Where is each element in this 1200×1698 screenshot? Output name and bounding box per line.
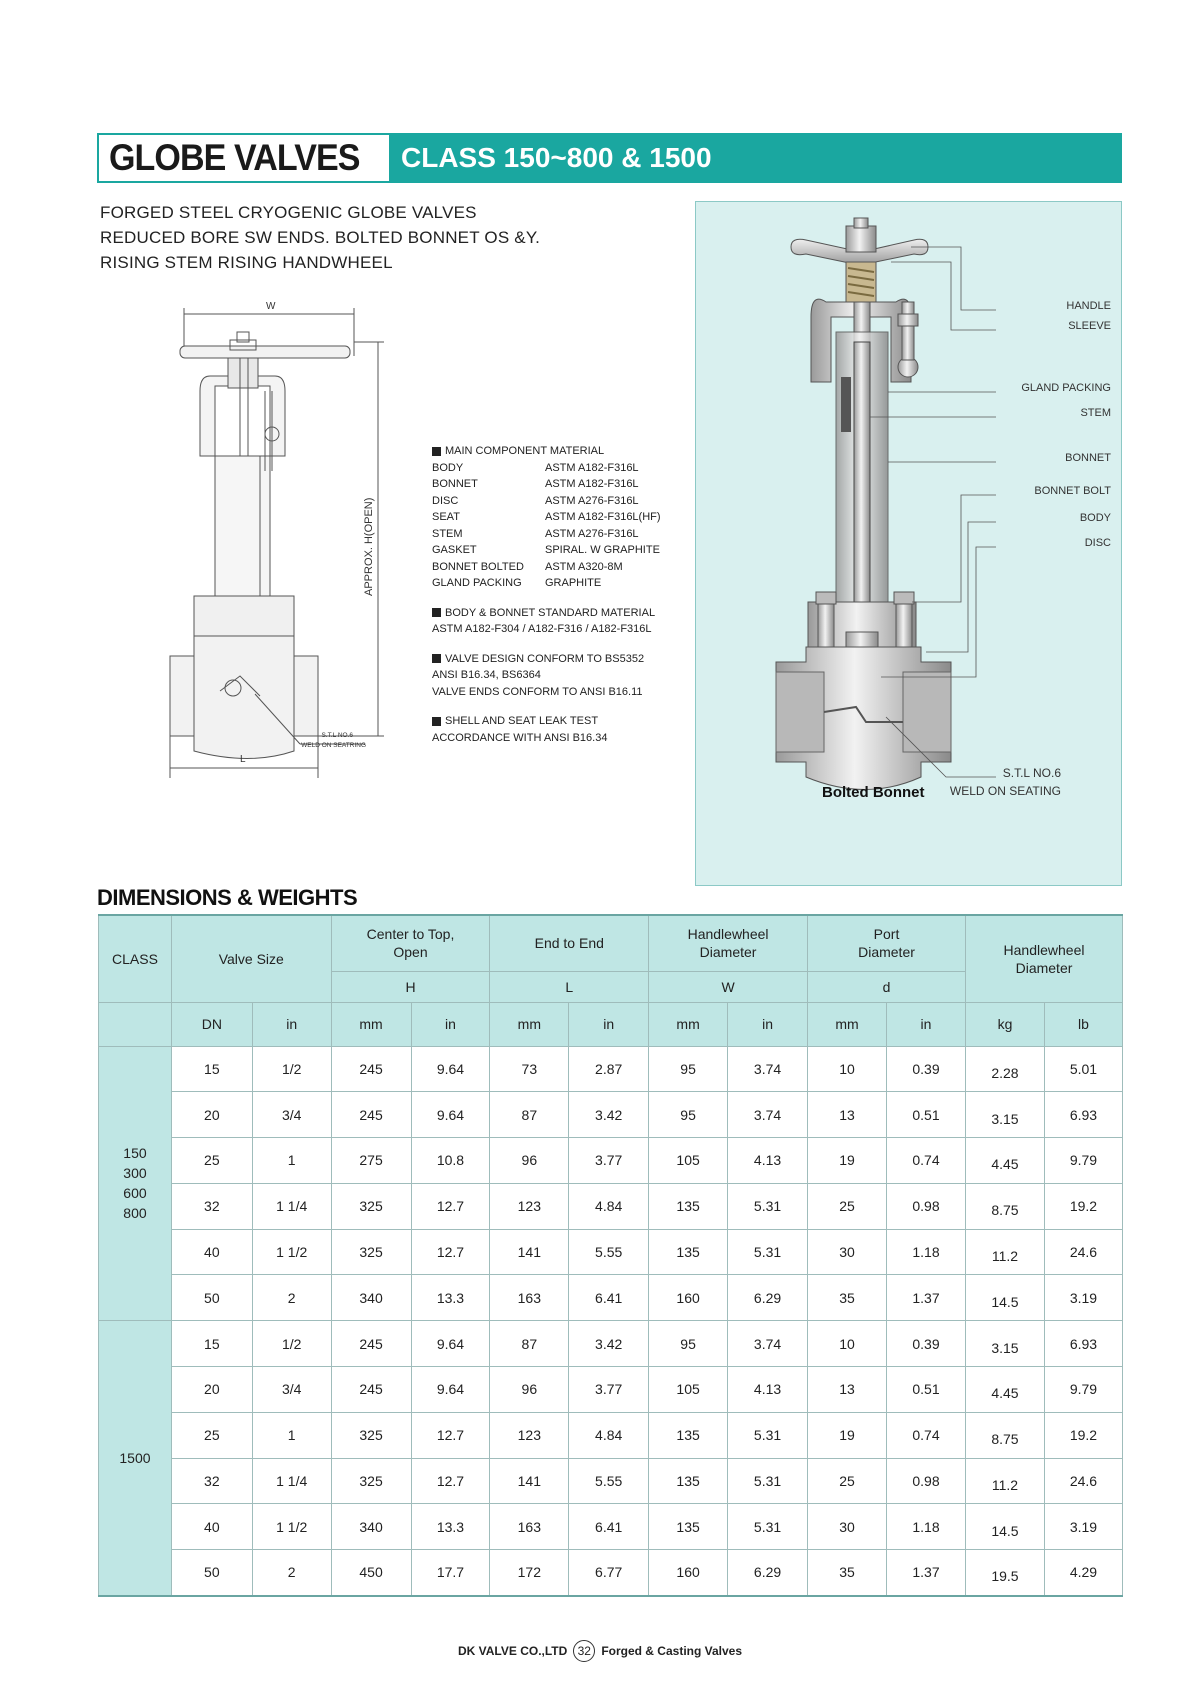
header-unit: in (252, 1002, 331, 1046)
table-cell: 73 (490, 1046, 569, 1092)
header-symbol-h: H (331, 971, 490, 1002)
table-cell: 9.64 (411, 1321, 490, 1367)
table-cell: 12.7 (411, 1412, 490, 1458)
ends-standard: VALVE ENDS CONFORM TO ANSI B16.11 (432, 685, 643, 698)
table-cell: 14.5 (965, 1504, 1044, 1550)
table-cell: 6.29 (728, 1550, 808, 1596)
table-cell: 135 (649, 1183, 728, 1229)
table-cell: 163 (490, 1504, 569, 1550)
bullet-square-icon (432, 654, 441, 663)
table-cell: 32 (171, 1458, 252, 1504)
callout-bonnet-bolt: BONNET BOLT (1034, 485, 1111, 497)
table-row (99, 1183, 1123, 1229)
header-valve-size: Valve Size (171, 915, 331, 1002)
table-cell: 4.13 (728, 1138, 808, 1184)
main-material-title: MAIN COMPONENT MATERIAL (445, 445, 605, 457)
table-row (99, 1046, 1123, 1092)
header-unit: lb (1044, 1002, 1122, 1046)
design-standard: ANSI B16.34, BS6364 (432, 669, 541, 681)
table-cell: 10.8 (411, 1138, 490, 1184)
header-unit-blank (99, 1002, 172, 1046)
table-cell: 5.31 (728, 1458, 808, 1504)
material-row (432, 493, 702, 510)
table-row (99, 1092, 1123, 1138)
table-cell: 9.64 (411, 1367, 490, 1413)
table-cell: 25 (171, 1138, 252, 1184)
table-cell: 275 (331, 1138, 411, 1184)
callout-bonnet: BONNET (1065, 452, 1111, 464)
part-material: ASTM A276-F316L (545, 527, 639, 540)
table-cell: 87 (490, 1321, 569, 1367)
header-symbol-l: L (490, 971, 649, 1002)
table-cell: 25 (808, 1458, 887, 1504)
table-cell: 3.42 (569, 1092, 649, 1138)
table-cell: 9.79 (1044, 1138, 1122, 1184)
header-handwheel-diameter: Handlewheel Diameter (649, 915, 808, 971)
table-cell: 15 (171, 1321, 252, 1367)
table-cell: 0.98 (887, 1458, 966, 1504)
table-cell: 3.77 (569, 1138, 649, 1184)
table-cell: 9.64 (411, 1046, 490, 1092)
table-cell: 4.84 (569, 1183, 649, 1229)
part-material: GRAPHITE (545, 577, 602, 589)
part-material: ASTM A182-F316L(HF) (545, 511, 661, 523)
table-cell: 1 1/2 (252, 1504, 331, 1550)
table-cell: 0.39 (887, 1321, 966, 1367)
material-row (432, 476, 702, 493)
table-row (99, 1504, 1123, 1550)
table-cell: 141 (490, 1458, 569, 1504)
table-cell: 325 (331, 1458, 411, 1504)
table-cell: 13.3 (411, 1275, 490, 1321)
title-box (99, 135, 389, 181)
table-cell: 6.93 (1044, 1092, 1122, 1138)
table-cell: 3.74 (728, 1321, 808, 1367)
class-cell (99, 1321, 172, 1596)
header-unit: mm (490, 1002, 569, 1046)
table-cell: 3.15 (965, 1092, 1044, 1138)
table-cell: 95 (649, 1092, 728, 1138)
page-footer (0, 1640, 1200, 1662)
table-cell: 3.74 (728, 1046, 808, 1092)
intro-line: REDUCED BORE SW ENDS. BOLTED BONNET OS &Y. (100, 228, 541, 247)
table-cell: 123 (490, 1183, 569, 1229)
table-row (99, 1229, 1123, 1275)
table-cell: 40 (171, 1504, 252, 1550)
header-symbol-w: W (649, 971, 808, 1002)
table-cell: 3.74 (728, 1092, 808, 1138)
table-cell: 245 (331, 1321, 411, 1367)
table-cell: 160 (649, 1550, 728, 1596)
table-cell: 123 (490, 1412, 569, 1458)
table-cell: 4.45 (965, 1138, 1044, 1184)
material-row (432, 542, 702, 559)
table-cell: 135 (649, 1412, 728, 1458)
table-cell: 2 (252, 1550, 331, 1596)
table-cell: 5.31 (728, 1229, 808, 1275)
table-cell: 245 (331, 1046, 411, 1092)
part-name: GASKET (432, 544, 477, 556)
table-cell: 13.3 (411, 1504, 490, 1550)
class-value: 150 (123, 1145, 147, 1162)
table-cell: 30 (808, 1504, 887, 1550)
part-name: BONNET BOLTED (432, 560, 524, 573)
header-unit: kg (965, 1002, 1044, 1046)
table-cell: 30 (808, 1229, 887, 1275)
table-cell: 95 (649, 1046, 728, 1092)
table-cell: 6.41 (569, 1504, 649, 1550)
table-cell: 96 (490, 1367, 569, 1413)
material-row (432, 526, 702, 543)
class-value: 300 (123, 1165, 147, 1182)
table-cell: 4.13 (728, 1367, 808, 1413)
callout-stl-note: S.T.L NO.6 (1002, 766, 1061, 780)
table-cell: 1.37 (887, 1550, 966, 1596)
class-value: 800 (123, 1205, 147, 1222)
table-cell: 4.45 (965, 1367, 1044, 1413)
table-cell: 96 (490, 1138, 569, 1184)
table-cell: 0.98 (887, 1183, 966, 1229)
table-cell: 6.29 (728, 1275, 808, 1321)
table-cell: 1.18 (887, 1504, 966, 1550)
part-name: BONNET (432, 478, 478, 490)
page-title: GLOBE VALVES (109, 137, 360, 178)
table-cell: 135 (649, 1504, 728, 1550)
table-cell: 172 (490, 1550, 569, 1596)
table-cell: 8.75 (965, 1183, 1044, 1229)
table-row (99, 1321, 1123, 1367)
table-cell: 95 (649, 1321, 728, 1367)
material-row (432, 559, 702, 576)
header-unit: DN (171, 1002, 252, 1046)
intro-line: RISING STEM RISING HANDWHEEL (100, 253, 393, 272)
dimensions-heading: DIMENSIONS & WEIGHTS (97, 885, 358, 910)
header-port-diameter: Port Diameter (808, 915, 966, 971)
footer-tagline: Forged & Casting Valves (601, 1644, 743, 1658)
material-specs (432, 443, 702, 746)
callout-handle: HANDLE (1066, 300, 1111, 312)
part-name: BODY (432, 461, 464, 474)
spec-section-title (432, 605, 702, 622)
table-cell: 5.31 (728, 1183, 808, 1229)
table-cell: 17.7 (411, 1550, 490, 1596)
header-banner (97, 133, 1122, 183)
callout-sleeve: SLEEVE (1068, 320, 1111, 332)
header-end-to-end: End to End (490, 915, 649, 971)
header-unit: mm (649, 1002, 728, 1046)
table-cell: 1/2 (252, 1046, 331, 1092)
table-cell: 13 (808, 1367, 887, 1413)
valve-technical-drawing (160, 296, 420, 856)
header-symbol-d: d (808, 971, 966, 1002)
spec-section-title (432, 713, 702, 730)
table-cell: 10 (808, 1321, 887, 1367)
table-cell: 19.2 (1044, 1183, 1122, 1229)
table-cell: 3.77 (569, 1367, 649, 1413)
table-cell: 3.42 (569, 1321, 649, 1367)
table-cell: 25 (808, 1183, 887, 1229)
table-cell: 12.7 (411, 1183, 490, 1229)
table-cell: 325 (331, 1229, 411, 1275)
table-cell: 3.19 (1044, 1504, 1122, 1550)
table-cell: 10 (808, 1046, 887, 1092)
table-cell: 245 (331, 1367, 411, 1413)
header-unit: in (569, 1002, 649, 1046)
table-cell: 105 (649, 1138, 728, 1184)
table-cell: 13 (808, 1092, 887, 1138)
intro-line: FORGED STEEL CRYOGENIC GLOBE VALVES (100, 203, 477, 222)
table-cell: 2.87 (569, 1046, 649, 1092)
table-cell: 340 (331, 1275, 411, 1321)
table-cell: 50 (171, 1275, 252, 1321)
bullet-square-icon (432, 608, 441, 617)
part-material: SPIRAL. W GRAPHITE (545, 544, 660, 556)
table-cell: 6.77 (569, 1550, 649, 1596)
table-cell: 4.84 (569, 1412, 649, 1458)
body-material-title: BODY & BONNET STANDARD MATERIAL (445, 606, 656, 619)
valve-outline-drawing (160, 296, 420, 856)
spec-section-title (432, 443, 702, 460)
table-cell: 1 1/4 (252, 1183, 331, 1229)
table-cell: 32 (171, 1183, 252, 1229)
part-material: ASTM A182-F316L (545, 478, 639, 490)
header-unit: in (887, 1002, 966, 1046)
spec-section-title (432, 651, 702, 668)
table-cell: 87 (490, 1092, 569, 1138)
bullet-square-icon (432, 717, 441, 726)
material-row (432, 575, 702, 592)
table-cell: 11.2 (965, 1458, 1044, 1504)
table-cell: 3/4 (252, 1367, 331, 1413)
table-cell: 8.75 (965, 1412, 1044, 1458)
table-cell: 14.5 (965, 1275, 1044, 1321)
table-cell: 163 (490, 1275, 569, 1321)
table-cell: 25 (171, 1412, 252, 1458)
callout-weld-note: WELD ON SEATING (949, 784, 1061, 798)
table-cell: 1.37 (887, 1275, 966, 1321)
table-cell: 0.39 (887, 1046, 966, 1092)
part-name: STEM (432, 527, 463, 540)
table-cell: 1 1/4 (252, 1458, 331, 1504)
table-cell: 5.55 (569, 1458, 649, 1504)
h-dimension-label: APPROX. H(OPEN) (363, 497, 375, 596)
table-cell: 3.15 (965, 1321, 1044, 1367)
header-class: CLASS (99, 915, 172, 1002)
body-material-text: ASTM A182-F304 / A182-F316 / A182-F316L (432, 623, 652, 635)
l-dimension-label: L (240, 754, 246, 765)
intro-text (100, 200, 540, 275)
table-row (99, 1275, 1123, 1321)
table-cell: 40 (171, 1229, 252, 1275)
table-cell: 135 (649, 1458, 728, 1504)
illustration-caption: Bolted Bonnet (822, 784, 925, 801)
table-cell: 5.55 (569, 1229, 649, 1275)
table-cell: 24.6 (1044, 1458, 1122, 1504)
stl-note: S.T.L NO.6 (321, 732, 353, 739)
table-cell: 325 (331, 1412, 411, 1458)
table-cell: 325 (331, 1183, 411, 1229)
weld-note: WELD ON SEATRING (301, 742, 366, 749)
table-cell: 9.64 (411, 1092, 490, 1138)
table-row (99, 1458, 1123, 1504)
page-subtitle: CLASS 150~800 & 1500 (401, 142, 712, 173)
table-cell: 2 (252, 1275, 331, 1321)
header-unit: in (411, 1002, 490, 1046)
part-material: ASTM A320-8M (545, 560, 623, 573)
table-cell: 11.2 (965, 1229, 1044, 1275)
header-weight: Handlewheel Diameter (965, 915, 1122, 1002)
table-cell: 1 (252, 1412, 331, 1458)
header-center-to-top: Center to Top, Open (331, 915, 490, 971)
table-cell: 3/4 (252, 1092, 331, 1138)
table-cell: 0.51 (887, 1367, 966, 1413)
part-name: SEAT (432, 511, 460, 523)
table-cell: 160 (649, 1275, 728, 1321)
table-row (99, 1550, 1123, 1596)
table-cell: 12.7 (411, 1229, 490, 1275)
table-cell: 20 (171, 1367, 252, 1413)
table-cell: 50 (171, 1550, 252, 1596)
table-cell: 340 (331, 1504, 411, 1550)
header-unit: mm (331, 1002, 411, 1046)
table-cell: 141 (490, 1229, 569, 1275)
table-cell: 105 (649, 1367, 728, 1413)
header-unit: in (728, 1002, 808, 1046)
dimensions-table (98, 914, 1123, 1597)
test-title: SHELL AND SEAT LEAK TEST (445, 715, 599, 727)
table-cell: 35 (808, 1550, 887, 1596)
material-row (432, 509, 702, 526)
header-unit: mm (808, 1002, 887, 1046)
table-row (99, 1367, 1123, 1413)
table-cell: 1 1/2 (252, 1229, 331, 1275)
table-cell: 4.29 (1044, 1550, 1122, 1596)
class-value: 1500 (119, 1449, 151, 1466)
test-standard: ACCORDANCE WITH ANSI B16.34 (432, 731, 608, 744)
w-dimension-label: W (266, 301, 276, 312)
page-number: 32 (573, 1640, 595, 1662)
class-cell (99, 1046, 172, 1321)
table-cell: 6.41 (569, 1275, 649, 1321)
table-cell: 19 (808, 1138, 887, 1184)
footer-company: DK VALVE CO.,LTD (457, 1644, 568, 1658)
table-cell: 245 (331, 1092, 411, 1138)
table-cell: 5.31 (728, 1412, 808, 1458)
table-cell: 35 (808, 1275, 887, 1321)
table-cell: 1/2 (252, 1321, 331, 1367)
table-cell: 3.19 (1044, 1275, 1122, 1321)
class-value: 600 (123, 1185, 147, 1202)
table-cell: 15 (171, 1046, 252, 1092)
design-title: VALVE DESIGN CONFORM TO BS5352 (445, 652, 645, 665)
table-cell: 5.31 (728, 1504, 808, 1550)
table-cell: 450 (331, 1550, 411, 1596)
callout-disc: DISC (1084, 537, 1111, 549)
table-cell: 20 (171, 1092, 252, 1138)
dimensions-table-body (99, 1046, 1123, 1596)
table-cell: 2.28 (965, 1046, 1044, 1092)
table-cell: 24.6 (1044, 1229, 1122, 1275)
table-cell: 19.2 (1044, 1412, 1122, 1458)
table-cell: 5.01 (1044, 1046, 1122, 1092)
material-row (432, 460, 702, 477)
bullet-square-icon (432, 447, 441, 456)
table-cell: 19 (808, 1412, 887, 1458)
table-row (99, 1412, 1123, 1458)
callout-gland-packing: GLAND PACKING (1021, 382, 1111, 394)
table-cell: 1.18 (887, 1229, 966, 1275)
table-cell: 1 (252, 1138, 331, 1184)
table-cell: 19.5 (965, 1550, 1044, 1596)
part-material: ASTM A182-F316L (545, 461, 639, 474)
part-material: ASTM A276-F316L (545, 494, 639, 507)
table-cell: 0.74 (887, 1138, 966, 1184)
table-cell: 135 (649, 1229, 728, 1275)
callout-body: BODY (1079, 512, 1111, 524)
table-cell: 9.79 (1044, 1367, 1122, 1413)
table-row (99, 1138, 1123, 1184)
table-cell: 12.7 (411, 1458, 490, 1504)
part-name: DISC (432, 494, 459, 507)
cutaway-illustration-panel (695, 201, 1122, 886)
table-cell: 0.51 (887, 1092, 966, 1138)
part-name: GLAND PACKING (432, 577, 522, 589)
callout-stem: STEM (1080, 407, 1111, 419)
table-cell: 0.74 (887, 1412, 966, 1458)
table-cell: 6.93 (1044, 1321, 1122, 1367)
